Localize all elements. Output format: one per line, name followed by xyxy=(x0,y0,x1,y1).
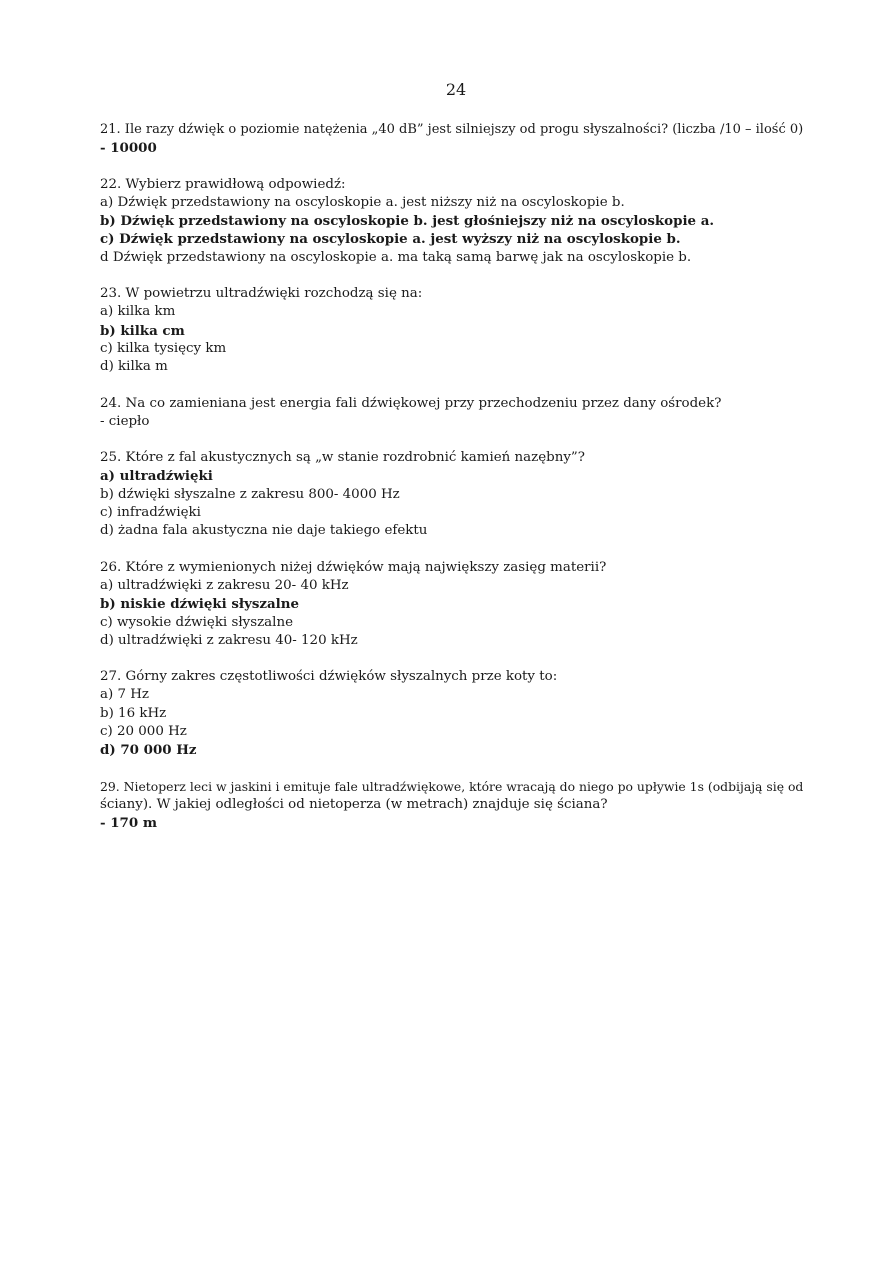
option-d: d Dźwięk przedstawiony na oscyloskopie a. ma taką samą barwę jak na oscyloskopie b. xyxy=(100,249,692,265)
option-a: a) kilka km xyxy=(100,304,176,320)
question-text: 22. Wybierz prawidłową odpowiedź: xyxy=(100,176,346,192)
option-a: a) ultradźwięki z zakresu 20- 40 kHz xyxy=(100,577,349,593)
option-b: b) niskie dźwięki słyszalne xyxy=(100,596,300,613)
question-text: 27. Górny zakres częstotliwości dźwięków słyszalnych prze koty to: xyxy=(100,669,558,685)
option-a: a) 7 Hz xyxy=(100,687,149,703)
question-21 xyxy=(100,121,810,158)
question-26 xyxy=(100,559,810,650)
option-b: b) Dźwięk przedstawiony na oscyloskopie b. jest głośniejszy niż na oscyloskopie a. xyxy=(100,213,715,230)
option-d: d) żadna fala akustyczna nie daje takiego efektu xyxy=(100,523,428,539)
option-c: c) 20 000 Hz xyxy=(100,724,187,740)
option-d: d) 70 000 Hz xyxy=(100,742,197,759)
question-text: 23. W powietrzu ultradźwięki rozchodzą się na: xyxy=(100,286,423,302)
question-list xyxy=(100,121,810,851)
answer: - 170 m xyxy=(100,815,158,832)
option-a: a) Dźwięk przedstawiony na oscyloskopie a. jest niższy niż na oscyloskopie b. xyxy=(100,194,625,210)
option-d: d) kilka m xyxy=(100,359,168,375)
option-d: d) ultradźwięki z zakresu 40- 120 kHz xyxy=(100,632,358,648)
option-c: c) Dźwięk przedstawiony na oscyloskopie a. jest wyższy niż na oscyloskopie b. xyxy=(100,231,681,248)
question-22 xyxy=(100,176,810,267)
option-b: b) 16 kHz xyxy=(100,705,167,721)
option-c: c) wysokie dźwięki słyszalne xyxy=(100,614,293,630)
question-24 xyxy=(100,395,810,432)
question-27 xyxy=(100,668,810,759)
question-25 xyxy=(100,449,810,540)
question-text: 26. Które z wymienionych niżej dźwięków mają największy zasięg materii? xyxy=(100,559,607,575)
question-text: 25. Które z fal akustycznych są „w stanie rozdrobnić kamień nazębny”? xyxy=(100,450,585,466)
option-c: c) kilka tysięcy km xyxy=(100,340,227,356)
question-text: 24. Na co zamieniana jest energia fali dźwiękowej przy przechodzeniu przez dany ośrodek? xyxy=(100,395,722,411)
question-text: 21. Ile razy dźwięk o poziomie natężenia „40 dB” jest silniejszy od progu słyszalności? (liczba /10 – ilość 0) xyxy=(100,122,804,137)
option-b: b) dźwięki słyszalne z zakresu 800- 4000 Hz xyxy=(100,486,400,502)
question-29 xyxy=(100,778,810,833)
question-text: 29. Nietoperz leci w jaskini i emituje fale ultradźwiękowe, które wracają do niego po upływie 1s (odbijają się od xyxy=(100,778,804,794)
option-b: b) kilka cm xyxy=(100,322,185,339)
question-23 xyxy=(100,285,810,376)
option-c: c) infradźwięki xyxy=(100,505,201,521)
answer: - 10000 xyxy=(100,140,157,157)
option-a: a) ultradźwięki xyxy=(100,468,213,485)
answer: - ciepło xyxy=(100,413,150,429)
question-text-continued: ściany). W jakiej odległości od nietoperza (w metrach) znajduje się ściana? xyxy=(100,796,608,812)
page-number: 24 xyxy=(445,80,467,99)
